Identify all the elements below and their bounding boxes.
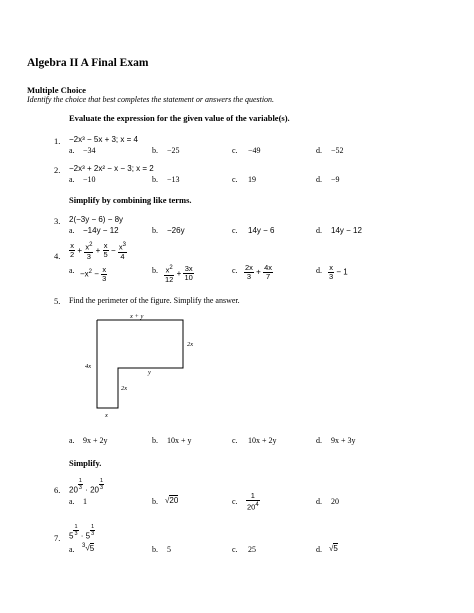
label-bottom: x [105, 412, 108, 419]
choice-label[interactable]: b. [152, 146, 158, 155]
question-number: 7. [54, 533, 61, 543]
choice-label[interactable]: a. [69, 175, 75, 184]
question-number: 2. [54, 165, 61, 175]
choice-c-expr: $\frac{2x}{3}$ + $\frac{4x}{7}$ [245, 263, 272, 281]
question-prompt: $\frac{x}{2}$ + $\frac{x^2}{3}$ + $\frac{x}{5}$ − $\frac{x^3}{4}$ [70, 241, 126, 261]
choice-text: 9x + 2y [83, 436, 108, 445]
label-left: 4x [85, 363, 92, 370]
choice-label[interactable]: d. [316, 497, 322, 506]
choice-label[interactable]: a. [69, 266, 75, 275]
question-prompt: −2x³ + 2x² − x − 3; x = 2 [69, 164, 154, 173]
choice-label[interactable]: c. [232, 545, 238, 554]
choice-text: −26y [167, 226, 185, 235]
label-top: x + y [130, 313, 144, 320]
choice-text: −49 [248, 146, 261, 155]
choice-label[interactable]: d. [316, 545, 322, 554]
choice-sqrt: √20 [165, 496, 179, 505]
choice-text: 10x + y [167, 436, 192, 445]
label-middle: y [148, 369, 151, 376]
figure-outline [97, 320, 183, 408]
choice-label[interactable]: c. [232, 175, 238, 184]
sqrt-icon: √ [165, 496, 170, 505]
fraction: $\frac{x}{5}$ [103, 241, 108, 260]
question-prompt: 5 $\frac{1}{3}$ · 5 $\frac{1}{3}$ [69, 524, 95, 541]
question-prompt: 2(−3y − 6) − 8y [69, 215, 124, 224]
choice-label[interactable]: b. [152, 436, 158, 445]
choice-sqrt: √5 [329, 544, 338, 553]
choice-label[interactable]: a. [69, 497, 75, 506]
choice-text: −10 [83, 175, 96, 184]
choice-text: −34 [83, 146, 96, 155]
choice-text: −52 [331, 146, 344, 155]
choice-label[interactable]: b. [152, 497, 158, 506]
choice-label[interactable]: c. [232, 226, 238, 235]
question-number: 3. [54, 216, 61, 226]
choice-label[interactable]: d. [316, 175, 322, 184]
choice-text: −25 [167, 146, 180, 155]
choice-text: −13 [167, 175, 180, 184]
choice-label[interactable]: d. [316, 436, 322, 445]
question-number: 5. [54, 296, 61, 306]
choice-d-expr: $\frac{x}{3}$ − 1 [329, 263, 348, 281]
l-shape-figure [80, 310, 220, 425]
label-inner: 2x [121, 385, 128, 392]
fraction: $\frac{x}{2}$ [70, 241, 75, 260]
question-prompt: −2x³ − 5x + 3; x = 4 [69, 135, 138, 144]
header-evaluate: Evaluate the expression for the given value of the variable(s). [69, 113, 290, 123]
choice-label[interactable]: a. [69, 226, 75, 235]
choice-label[interactable]: d. [316, 146, 322, 155]
choice-text: 5 [167, 545, 171, 554]
question-prompt: Find the perimeter of the figure. Simplify the answer. [69, 296, 240, 305]
choice-label[interactable]: b. [152, 226, 158, 235]
exam-title: Algebra II A Final Exam [27, 57, 149, 69]
choice-label[interactable]: c. [232, 436, 238, 445]
choice-text: −14y − 12 [83, 226, 119, 235]
header-simplify-like-terms: Simplify by combining like terms. [69, 195, 192, 205]
choice-label[interactable]: b. [152, 266, 158, 275]
choice-label[interactable]: c. [232, 497, 238, 506]
fraction: $\frac{x^3}{4}$ [118, 242, 126, 261]
question-number: 4. [54, 251, 61, 261]
question-number: 6. [54, 485, 61, 495]
choice-text: 14y − 12 [331, 226, 362, 235]
sqrt-icon: √ [85, 543, 90, 553]
choice-b-expr: $\frac{x^2}{12}$ + $\frac{3x}{10}$ [165, 264, 193, 284]
header-simplify: Simplify. [69, 458, 102, 468]
choice-text: 10x + 2y [248, 436, 277, 445]
question-number: 1. [54, 136, 61, 146]
label-right: 2x [187, 341, 194, 348]
choice-text: 20 [331, 497, 339, 506]
fraction: $\frac{x^2}{3}$ [85, 242, 93, 261]
choice-text: 9x + 3y [331, 436, 356, 445]
choice-fraction: $\frac{1}{20^4}$ [247, 491, 259, 512]
section-heading: Multiple Choice [27, 85, 86, 95]
choice-text: 1 [83, 497, 87, 506]
choice-label[interactable]: b. [152, 545, 158, 554]
choice-label[interactable]: c. [232, 266, 238, 275]
choice-label[interactable]: a. [69, 436, 75, 445]
question-prompt: 20 $\frac{1}{3}$ · 20 $\frac{1}{3}$ [69, 478, 104, 495]
choice-label[interactable]: d. [316, 226, 322, 235]
choice-text: 14y − 6 [248, 226, 275, 235]
instructions: Identify the choice that best completes the statement or answers the question. [27, 95, 275, 104]
choice-text: 19 [248, 175, 256, 184]
choice-label[interactable]: a. [69, 146, 75, 155]
choice-label[interactable]: b. [152, 175, 158, 184]
choice-label[interactable]: c. [232, 146, 238, 155]
choice-text: −9 [331, 175, 340, 184]
choice-label[interactable]: a. [69, 545, 75, 554]
choice-cube-root: $^3$√5 [82, 543, 95, 553]
choice-label[interactable]: d. [316, 266, 322, 275]
sqrt-icon: √ [329, 544, 334, 553]
choice-text: 25 [248, 545, 256, 554]
choice-a-expr: $-x^2$ − $\frac{x}{3}$ [80, 265, 107, 283]
